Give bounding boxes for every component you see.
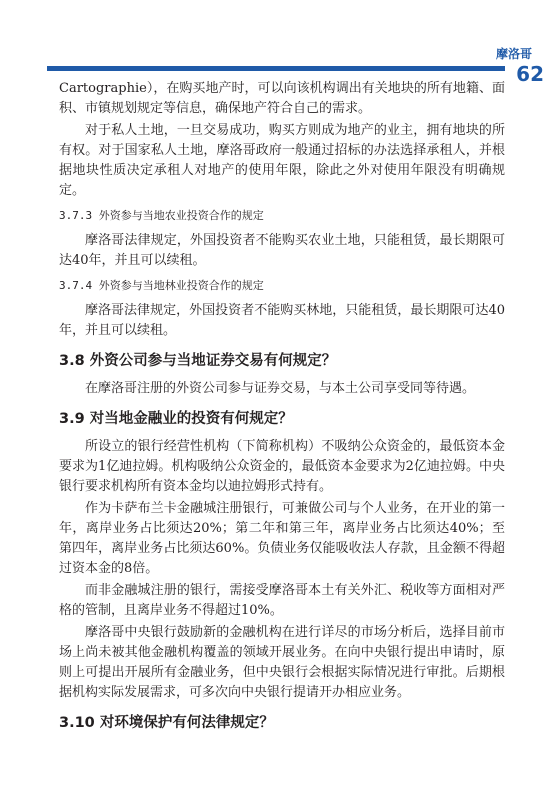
paragraph-non-finance-city: 而非金融城注册的银行，需接受摩洛哥本土有关外汇、税收等方面相对严格的管制，且离岸业务不得超过10%。 (59, 583, 505, 618)
page-body (59, 79, 505, 741)
paragraph-continuation: Cartographie），在购买地产时，可以向该机构调出有关地块的所有地籍、面积、市镇规划规定等信息，确保地产符合自己的需求。 (59, 81, 505, 116)
section-heading-3-8: 3.8 外资公司参与当地证券交易有何规定？ (59, 353, 337, 369)
paragraph-securities: 在摩洛哥注册的外资公司参与证券交易，与本土公司享受同等待遇。 (85, 381, 476, 396)
subsection-heading-3-7-3: 3.7.3 外资参与当地农业投资合作的规定 (59, 209, 264, 222)
paragraph-bank-capital: 所设立的银行经营性机构（下简称机构）不吸纳公众资金的，最低资本金要求为1亿迪拉姆。机构吸纳公众资金的，最低资本金要求为2亿迪拉姆。中央银行要求机构所有资本金均以迪拉姆形式持有。 (59, 439, 505, 494)
paragraph-forest-land: 摩洛哥法律规定，外国投资者不能购买林地，只能租赁，最长期限可达40年，并且可以续租。 (59, 303, 505, 338)
running-header-title: 摩洛哥 (495, 47, 532, 61)
subsection-heading-3-7-4: 3.7.4 外资参与当地林业投资合作的规定 (59, 279, 264, 292)
paragraph-land-ownership: 对于私人土地，一旦交易成功，购买方则成为地产的业主，拥有地块的所有权。对于国家私人土地，摩洛哥政府一般通过招标的办法选择承租人，并根据地块性质决定承租人对地产的使用年限，除此之外对使用年限没有明确规定。 (59, 123, 505, 198)
page-number: 62 (516, 62, 544, 86)
section-heading-3-9: 3.9 对当地金融业的投资有何规定？ (59, 411, 293, 427)
paragraph-agricultural-land: 摩洛哥法律规定，外国投资者不能购买农业土地，只能租赁，最长期限可达40年，并且可以续租。 (59, 233, 505, 268)
paragraph-finance-city: 作为卡萨布兰卡金融城注册银行，可兼做公司与个人业务，在开业的第一年，离岸业务占比须达20%；第二年和第三年，离岸业务占比须达40%；至第四年，离岸业务占比须达60%。负债业务仅能吸收法人存款，且金额不得超过资本金的8倍。 (59, 501, 505, 576)
section-heading-3-10: 3.10 对环境保护有何法律规定？ (59, 715, 274, 731)
header-rule (47, 66, 505, 71)
paragraph-central-bank: 摩洛哥中央银行鼓励新的金融机构在进行详尽的市场分析后，选择目前市场上尚未被其他金融机构覆盖的领域开展业务。在向中央银行提出申请时，原则上可提出开展所有金融业务，但中央银行会根据实际情况进行审批。后期根据机构实际发展需求，可多次向中央银行提请开办相应业务。 (59, 625, 505, 700)
